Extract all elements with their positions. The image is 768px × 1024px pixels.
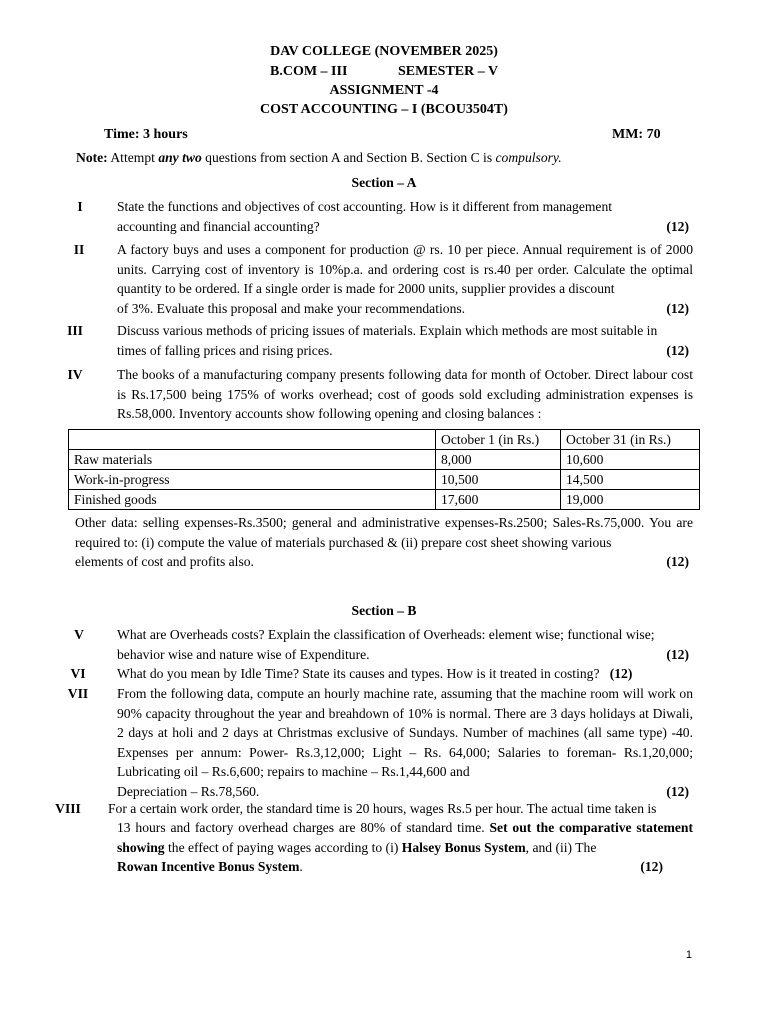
- question-6-marks: (12): [609, 666, 633, 681]
- table-row: [69, 470, 700, 490]
- question-5-body: What are Overheads costs? Explain the classification of Overheads: element wise; functional wise;: [117, 627, 655, 642]
- page-number: 1: [685, 949, 692, 961]
- question-8-marks: (12): [640, 859, 663, 874]
- question-2: [117, 240, 693, 318]
- question-3-body: Discuss various methods of pricing issues of materials. Explain which methods are most suitable in: [117, 323, 658, 338]
- question-8-text-4: .: [299, 859, 303, 874]
- table-cell: 14,500: [561, 470, 700, 490]
- table-cell: 10,600: [561, 450, 700, 470]
- question-number-6: VI: [70, 666, 86, 681]
- table-cell: Raw materials: [69, 450, 436, 470]
- question-1-body: State the functions and objectives of cost accounting. How is it different from management: [117, 199, 613, 214]
- table-cell: 17,600: [436, 490, 561, 510]
- question-8-text-1: 13 hours and factory overhead charges are 80% of standard time.: [117, 820, 490, 835]
- question-3-last-line: times of falling prices and rising prices.: [117, 342, 333, 358]
- table-cell: Finished goods: [69, 490, 436, 510]
- question-5: [117, 625, 693, 664]
- question-8-bold-1: Set out the comparative statement showing: [117, 820, 693, 855]
- question-7: [117, 684, 693, 801]
- question-1-marks: (12): [666, 218, 689, 234]
- exam-time: Time: 3 hours: [104, 127, 188, 142]
- question-8-body: [117, 818, 693, 857]
- question-number-3: III: [67, 323, 83, 338]
- inventory-table: [68, 429, 700, 510]
- other-data: [75, 513, 693, 572]
- question-2-marks: (12): [666, 300, 689, 316]
- other-data-marks: (12): [666, 554, 689, 569]
- question-4-body: The books of a manufacturing company presents following data for month of October. Direct labour cost is Rs.17,500 being 175% of works overhead; cost of goods sold excluding administration expenses is Rs.58,000. Inventory accounts show following opening and closing balances :: [117, 367, 693, 421]
- note-label: Note:: [76, 150, 108, 165]
- table-row: [69, 450, 700, 470]
- question-7-body: From the following data, compute an hourly machine rate, assuming that the machine room will work on 90% capacity throughout the year and breahdown of 10% is normal. There are 3 days holidays at Diwali, 2 days at holi and 2 days at Christmas exclusive of Sundays. Number of machines (all same type) -40. Expenses per annum: Power- Rs.3,12,000; Light – Rs. 64,000; Salaries to foreman- Rs.1,20,000; Lubricating oil – Rs.6,600; repairs to machine – Rs.1,44,600 and: [117, 686, 693, 779]
- note-text-2: questions from section A and Section B. Section C is: [201, 150, 496, 165]
- question-5-last-line: behavior wise and nature wise of Expenditure.: [117, 646, 370, 662]
- subject-title: COST ACCOUNTING – I (BCOU3504T): [260, 102, 508, 117]
- question-3-marks: (12): [666, 342, 689, 358]
- question-2-body: A factory buys and uses a component for production @ rs. 10 per piece. Annual requirement is of 2000 units. Carrying cost of inventory is 10%p.a. and ordering cost is rs.40 per order. Calculate the optimal quantity to be ordered. If a single order is made for 2000 units, supplier provides a discount: [117, 242, 693, 296]
- table-cell: Work-in-progress: [69, 470, 436, 490]
- question-1: [117, 197, 693, 236]
- table-header-cell: [69, 430, 436, 450]
- table-header-cell: October 31 (in Rs.): [561, 430, 700, 450]
- section-a-title: Section – A: [351, 175, 417, 190]
- question-4: [117, 365, 693, 424]
- question-2-last-line: of 3%. Evaluate this proposal and make your recommendations.: [117, 300, 466, 316]
- question-8: [117, 818, 693, 877]
- table-cell: 10,500: [436, 470, 561, 490]
- note-italic: compulsory.: [495, 150, 562, 165]
- section-b-title: Section – B: [351, 603, 417, 618]
- question-7-last-line: Depreciation – Rs.78,560.: [117, 783, 260, 799]
- question-6: [117, 664, 636, 684]
- table-row: [69, 490, 700, 510]
- note-text-1: Attempt: [107, 150, 159, 165]
- max-marks: MM: 70: [612, 127, 661, 142]
- table-cell: 8,000: [436, 450, 561, 470]
- table-header-row: [69, 430, 700, 450]
- question-8-text-3: , and (ii) The: [525, 839, 597, 855]
- question-number-1: I: [77, 199, 83, 214]
- question-8-first-line: For a certain work order, the standard time is 20 hours, wages Rs.5 per hour. The actual time taken is: [108, 801, 657, 816]
- question-number-8: VIII: [55, 801, 81, 816]
- semester-label: SEMESTER – V: [398, 64, 499, 79]
- question-8-bold-2: Halsey Bonus System: [401, 839, 526, 855]
- question-1-last-line: accounting and financial accounting?: [117, 218, 320, 234]
- course-label: B.COM – III: [270, 64, 348, 79]
- question-7-marks: (12): [666, 783, 689, 799]
- question-3: [117, 321, 693, 360]
- question-number-2: II: [73, 242, 85, 257]
- assignment-label: ASSIGNMENT -4: [329, 83, 439, 98]
- question-8-bold-3: Rowan Incentive Bonus System: [117, 859, 300, 874]
- table-cell: 19,000: [561, 490, 700, 510]
- question-8-text-2: the effect of paying wages according to (i): [164, 839, 402, 855]
- note-line: [76, 150, 562, 166]
- question-8-last-line: [117, 857, 303, 877]
- question-6-text: What do you mean by Idle Time? State its causes and types. How is it treated in costing?: [117, 666, 600, 681]
- note-emphasis: any two: [158, 150, 202, 165]
- table-header-cell: October 1 (in Rs.): [436, 430, 561, 450]
- other-data-last-line: elements of cost and profits also.: [75, 554, 254, 569]
- college-title: DAV COLLEGE (NOVEMBER 2025): [270, 44, 498, 59]
- question-number-5: V: [74, 627, 84, 642]
- question-5-marks: (12): [666, 646, 689, 662]
- question-number-4: IV: [67, 367, 83, 382]
- other-data-body: Other data: selling expenses-Rs.3500; general and administrative expenses-Rs.2500; Sales-Rs.75,000. You are required to: (i) compute the value of materials purchased & (ii) prepare cost sheet showing various: [75, 515, 693, 550]
- question-number-7: VII: [67, 686, 89, 701]
